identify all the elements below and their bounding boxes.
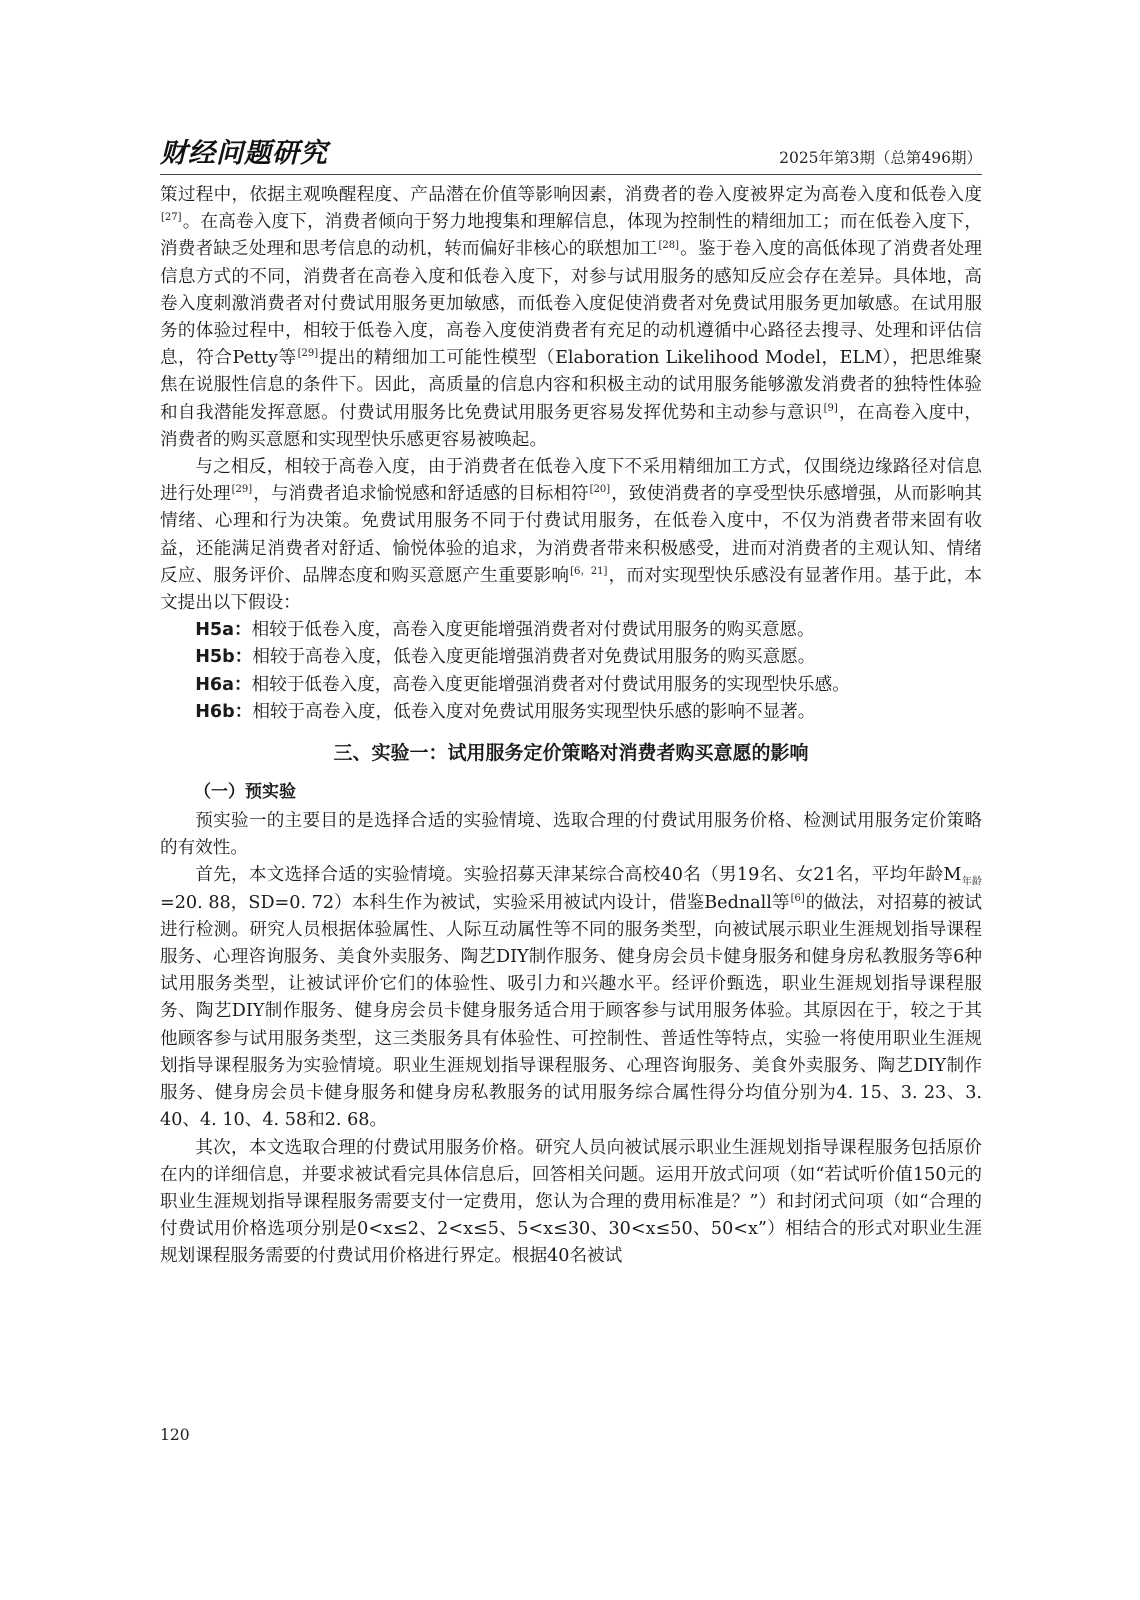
page-number: 120 xyxy=(160,1426,190,1444)
paragraph-1 xyxy=(160,182,982,454)
text-run: 。鉴于卷入度的高低体现了消费者处理信息方式的不同，消费者在高卷入度和低卷入度下，对参与试用服务的感知反应会存在差异。具体地，高卷入度刺激消费者对付费试用服务更加敏感，而低卷入度促使消费者对免费试用服务更加敏感。在试用服务的体验过程中，相较于低卷入度，高卷入度使消费者有充足的动机遵循中心路径去搜寻、处理和评估信息，符合Petty等 xyxy=(160,239,982,369)
citation-ref: [27] xyxy=(161,212,182,224)
text-run: ，与消费者追求愉悦感和舒适感的目标相符 xyxy=(253,484,589,505)
paragraph-3: 预实验一的主要目的是选择合适的实验情境、选取合理的付费试用服务价格、检测试用服务定价策略的有效性。 xyxy=(160,811,982,859)
text-run: ，致使消费者的享受型快乐感增强，从而影响其情绪、心理和行为决策。免费试用服务不同于付费试用服务，在低卷入度中，不仅为消费者带来固有收益，还能满足消费者对舒适、愉悦体验的追求，为消费者带来积极感受，进而对消费者的主观认知、情绪反应、服务评价、品牌态度和购买意愿产生重要影响 xyxy=(160,484,982,586)
citation-ref: [28] xyxy=(658,239,679,251)
hypothesis-text: 相较于高卷入度，低卷入度更能增强消费者对免费试用服务的购买意愿。 xyxy=(252,647,816,668)
subsection-heading: （一）预实验 xyxy=(194,782,296,803)
subscript: 年龄 xyxy=(961,876,982,888)
hypothesis-text: 相较于低卷入度，高卷入度更能增强消费者对付费试用服务的购买意愿。 xyxy=(251,620,815,641)
text-run: =20. 88，SD=0. 72）本科生作为被试，实验采用被试内设计，借鉴Bednall等 xyxy=(160,892,790,913)
text-run: ，而对实现型快乐感没有显著作用。基于此，本文提出以下假设： xyxy=(160,565,982,614)
hypothesis-label: H6b： xyxy=(195,701,253,722)
text-run: 的做法，对招募的被试进行检测。研究人员根据体验属性、人际互动属性等不同的服务类型，向被试展示职业生涯规划指导课程服务、心理咨询服务、美食外卖服务、陶艺DIY制作服务、健身房会员卡健身服务和健身房私教服务等6种试用服务类型，让被试评价它们的体验性、吸引力和兴趣水平。经评价甄选，职业生涯规划指导课程服务、陶艺DIY制作服务、健身房会员卡健身服务适合用于顾客参与试用服务体验。其原因在于，较之于其他顾客参与试用服务类型，这三类服务具有体验性、可控制性、普适性等特点，实验一将使用职业生涯规划指导课程服务为实验情境。职业生涯规划指导课程服务、心理咨询服务、美食外卖服务、陶艺DIY制作服务、健身房会员卡健身服务和健身房私教服务的试用服务综合属性得分均值分别为4. 15、3. 23、3. 40、4. 10、4. 58和2. 68。 xyxy=(160,892,982,1131)
hypothesis-text: 相较于高卷入度，低卷入度对免费试用服务实现型快乐感的影响不显著。 xyxy=(252,701,816,722)
article-body xyxy=(160,182,982,1271)
text-run: 与之相反，相较于高卷入度，由于消费者在低卷入度下不采用精细加工方式，仅围绕边缘路径对信息进行处理 xyxy=(160,457,982,505)
text-run: ，在高卷入度中，消费者的购买意愿和实现型快乐感更容易被唤起。 xyxy=(160,402,982,450)
hypothesis-text: 相较于低卷入度，高卷入度更能增强消费者对付费试用服务的实现型快乐感。 xyxy=(251,674,850,695)
citation-ref: [6，21] xyxy=(570,565,608,577)
text-run: 策过程中，依据主观唤醒程度、产品潜在价值等影响因素，消费者的卷入度被界定为高卷入度和低卷入度 xyxy=(160,185,982,205)
hypothesis-label: H5b： xyxy=(195,647,253,668)
journal-logo: 财经问题研究 xyxy=(160,138,328,169)
citation-ref: [20] xyxy=(589,484,611,496)
hypothesis-h6b xyxy=(160,699,982,726)
paragraph-5: 其次，本文选取合理的付费试用服务价格。研究人员向被试展示职业生涯规划指导课程服务包括原价在内的详细信息，并要求被试看完具体信息后，回答相关问题。运用开放式问项（如“若试听价值150元的职业生涯规划指导课程服务需要支付一定费用，您认为合理的费用标准是？”）和封闭式问项（如“合理的付费试用价格选项分别是0<x≤2、2<x≤5、5<x≤30、30<x≤50、50<x”）相结合的形式对职业生涯规划课程服务需要的付费试用价格进行界定。根据40名被试 xyxy=(160,1137,982,1267)
paragraph-4 xyxy=(160,862,982,1134)
section-heading: 三、实验一：试用服务定价策略对消费者购买意愿的影响 xyxy=(333,742,809,765)
paragraph-2 xyxy=(160,454,982,617)
text-run: 。在高卷入度下，消费者倾向于努力地搜集和理解信息，体现为控制性的精细加工；而在低卷入度下，消费者缺乏处理和思考信息的动机，转而偏好非核心的联想加工 xyxy=(160,212,982,260)
citation-ref: [29] xyxy=(297,348,319,360)
hypothesis-label: H5a： xyxy=(195,620,252,641)
hypothesis-label: H6a： xyxy=(195,674,252,695)
citation-ref: [9] xyxy=(823,402,838,414)
hypothesis-h5b xyxy=(160,644,982,671)
citation-ref: [6] xyxy=(790,892,805,904)
hypothesis-h5a xyxy=(160,617,982,644)
citation-ref: [29] xyxy=(231,484,253,496)
hypothesis-h6a xyxy=(160,672,982,699)
text-run: 首先，本文选择合适的实验情境。实验招募天津某综合高校40名（男19名、女21名，平均年龄M xyxy=(195,865,962,886)
running-header xyxy=(160,138,982,175)
text-run: 提出的精细加工可能性模型（Elaboration Likelihood Model，ELM），把思维聚焦在说服性信息的条件下。因此，高质量的信息内容和积极主动的试用服务能够激发消费者的独特性体验和自我潜能发挥意愿。付费试用服务比免费试用服务更容易发挥优势和主动参与意识 xyxy=(160,348,982,423)
issue-info: 2025年第3期（总第496期） xyxy=(779,149,982,167)
